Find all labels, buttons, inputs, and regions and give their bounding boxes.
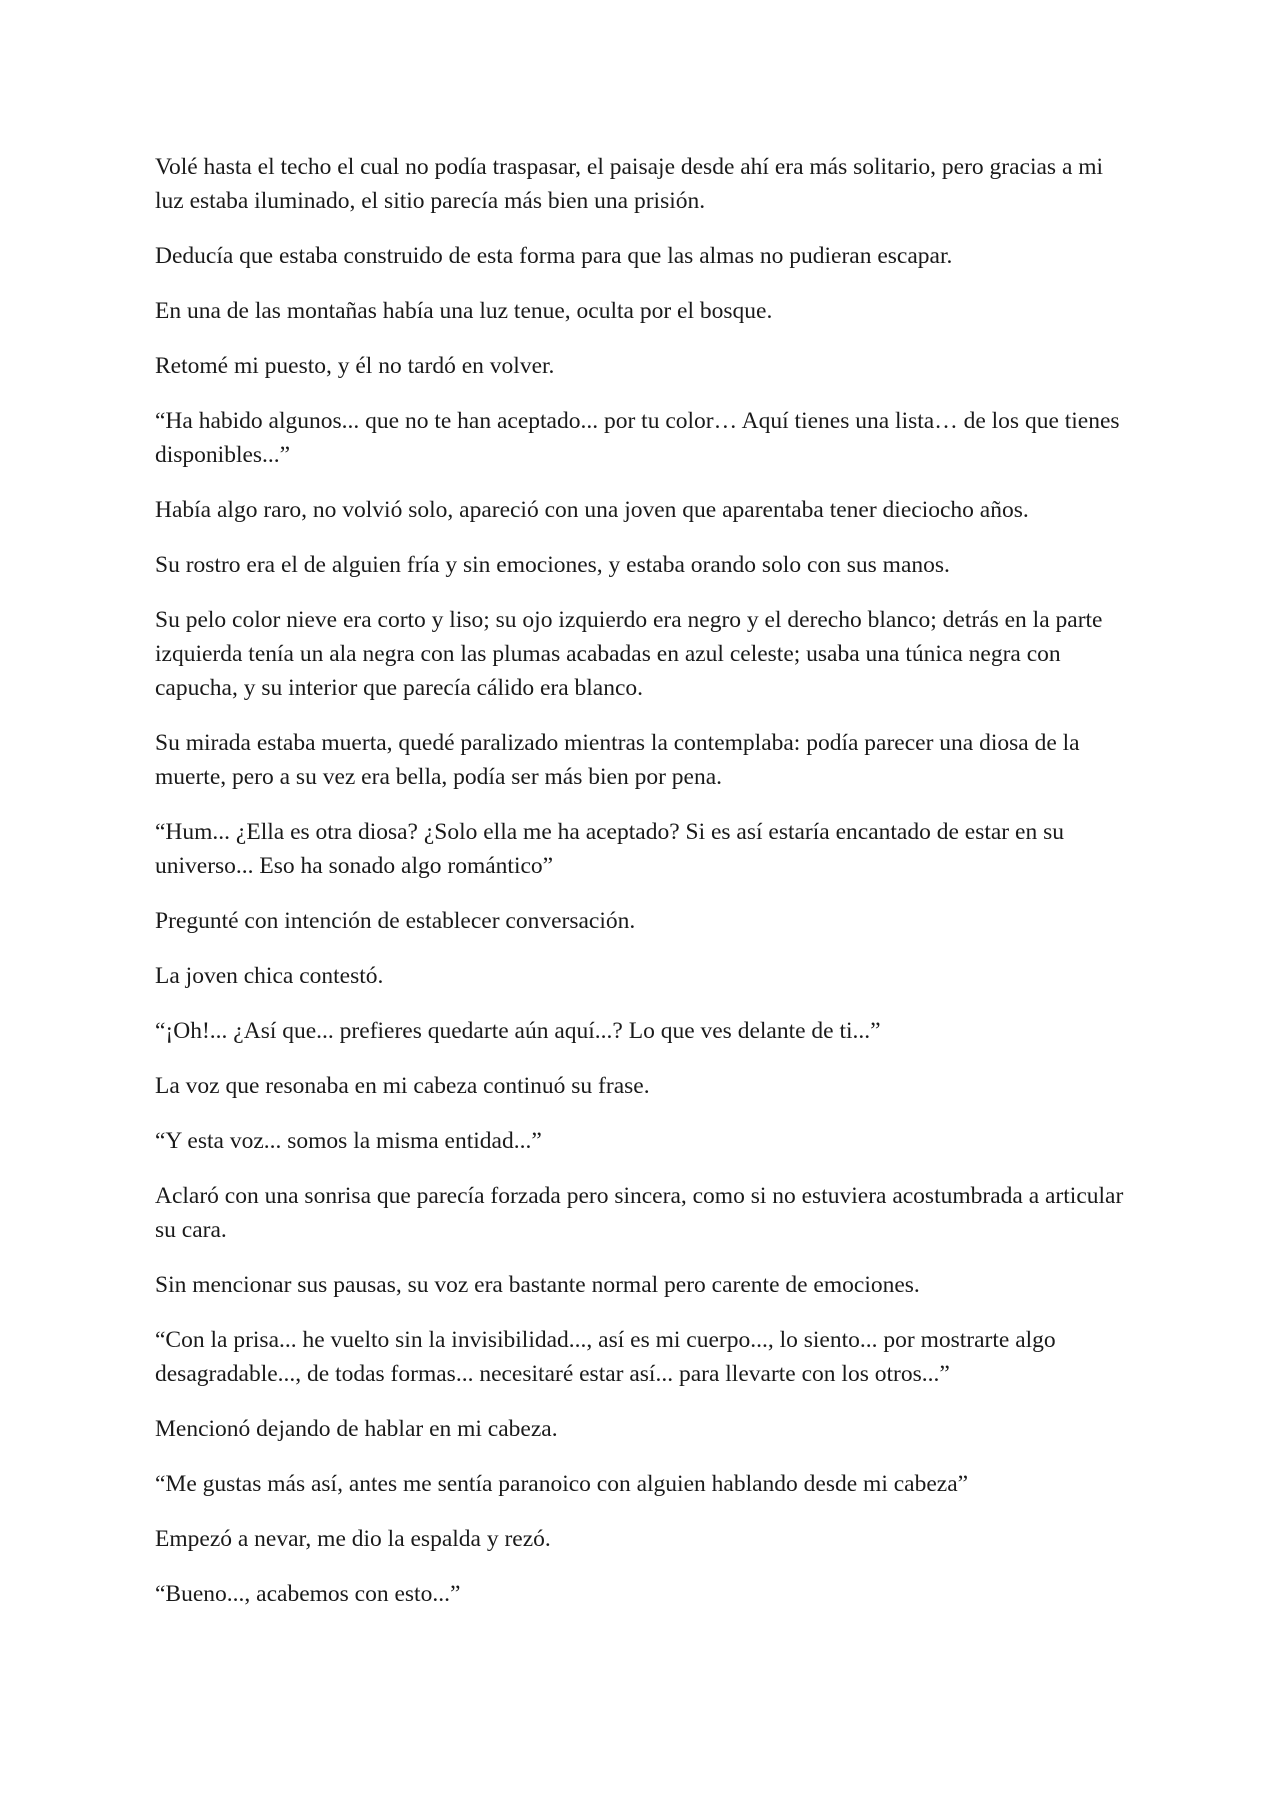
paragraph: Volé hasta el techo el cual no podía traspasar, el paisaje desde ahí era más solitario, pero gracias a mi luz estaba iluminado, el sitio parecía más bien una prisión. bbox=[155, 154, 1104, 214]
paragraph: “¡Oh!... ¿Así que... prefieres quedarte aún aquí...? Lo que ves delante de ti...” bbox=[155, 1018, 881, 1044]
paragraph: “Hum... ¿Ella es otra diosa? ¿Solo ella me ha aceptado? Si es así estaría encantado de estar en su universo... Eso ha sonado algo romántico” bbox=[155, 819, 1064, 879]
paragraph: “Y esta voz... somos la misma entidad...” bbox=[155, 1128, 542, 1154]
paragraph: “Con la prisa... he vuelto sin la invisibilidad..., así es mi cuerpo..., lo siento... por mostrarte algo desagradable..., de todas formas... necesitaré estar así... para llevarte con los otros...” bbox=[155, 1327, 1056, 1387]
paragraph: Sin mencionar sus pausas, su voz era bastante normal pero carente de emociones. bbox=[155, 1272, 920, 1298]
paragraph: Retomé mi puesto, y él no tardó en volver. bbox=[155, 353, 555, 379]
paragraph: Mencionó dejando de hablar en mi cabeza. bbox=[155, 1416, 558, 1442]
paragraph: Deducía que estaba construido de esta forma para que las almas no pudieran escapar. bbox=[155, 243, 953, 269]
paragraph: Empezó a nevar, me dio la espalda y rezó. bbox=[155, 1526, 551, 1552]
document-page bbox=[155, 150, 1135, 1632]
paragraph: Pregunté con intención de establecer conversación. bbox=[155, 908, 636, 934]
paragraph: La joven chica contestó. bbox=[155, 963, 384, 989]
paragraph: “Me gustas más así, antes me sentía paranoico con alguien hablando desde mi cabeza” bbox=[155, 1471, 969, 1497]
paragraph: Su mirada estaba muerta, quedé paralizado mientras la contemplaba: podía parecer una diosa de la muerte, pero a su vez era bella, podía ser más bien por pena. bbox=[155, 730, 1080, 790]
paragraph: Su rostro era el de alguien fría y sin emociones, y estaba orando solo con sus manos. bbox=[155, 552, 950, 578]
paragraph: “Ha habido algunos... que no te han aceptado... por tu color… Aquí tienes una lista… de los que tienes disponibles...” bbox=[155, 408, 1120, 468]
paragraph: Aclaró con una sonrisa que parecía forzada pero sincera, como si no estuviera acostumbrada a articular su cara. bbox=[155, 1183, 1124, 1243]
paragraph: La voz que resonaba en mi cabeza continuó su frase. bbox=[155, 1073, 650, 1099]
paragraph: “Bueno..., acabemos con esto...” bbox=[155, 1581, 461, 1607]
paragraph: Su pelo color nieve era corto y liso; su ojo izquierdo era negro y el derecho blanco; detrás en la parte izquierda tenía un ala negra con las plumas acabadas en azul celeste; usaba una túnica negra con capucha, y su interior que parecía cálido era blanco. bbox=[155, 607, 1103, 701]
paragraph: Había algo raro, no volvió solo, apareció con una joven que aparentaba tener dieciocho años. bbox=[155, 497, 1029, 523]
paragraph: En una de las montañas había una luz tenue, oculta por el bosque. bbox=[155, 298, 773, 324]
